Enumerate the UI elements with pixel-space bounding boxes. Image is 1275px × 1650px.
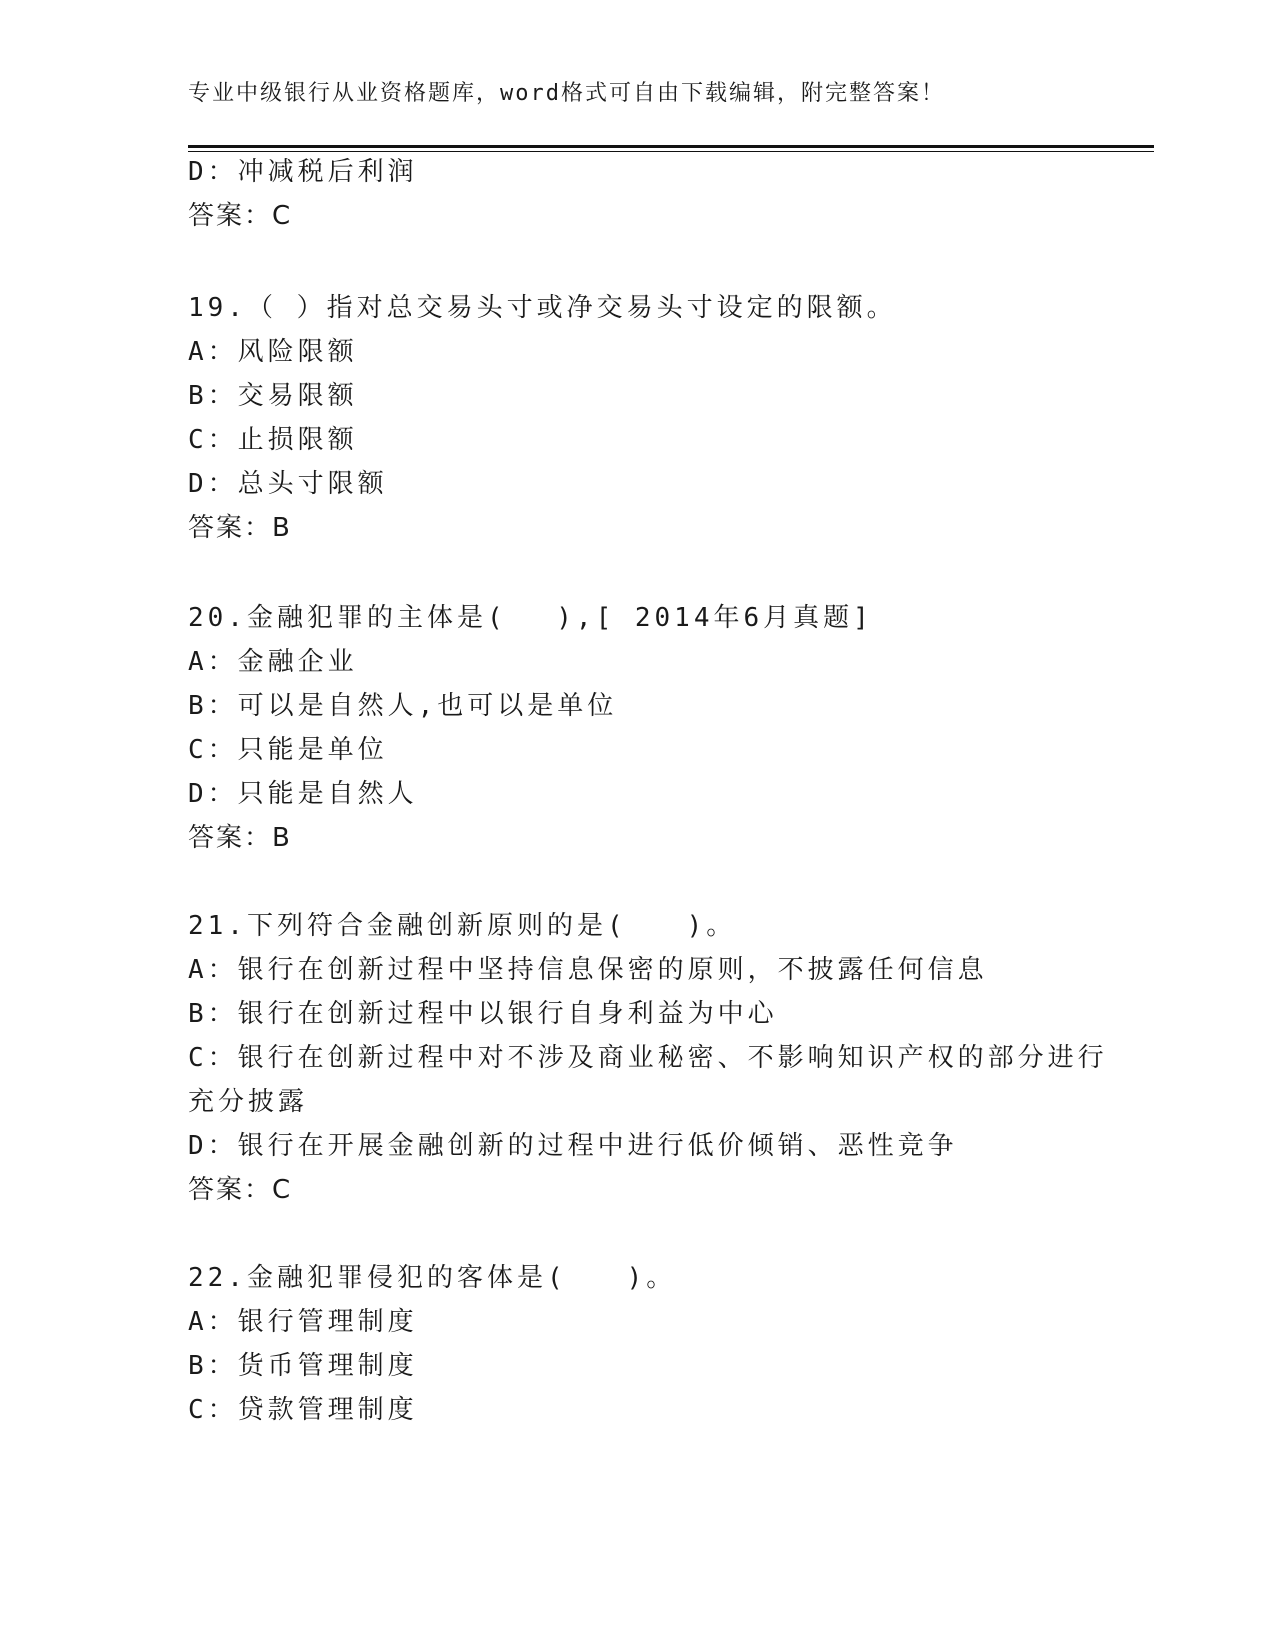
q19-answer: 答案：B <box>188 513 292 543</box>
q20-option-b: B：可以是自然人,也可以是单位 <box>188 691 618 721</box>
q22-option-b: B：货币管理制度 <box>188 1351 418 1381</box>
q19-option-d: D：总头寸限额 <box>188 469 388 499</box>
q22-option-a: A：银行管理制度 <box>188 1307 418 1337</box>
q21-option-c-continued: 充分披露 <box>188 1087 309 1117</box>
q21-option-b: B：银行在创新过程中以银行自身利益为中心 <box>188 999 778 1029</box>
q19-option-c: C：止损限额 <box>188 425 358 455</box>
q20-option-a: A：金融企业 <box>188 647 358 677</box>
header-rule-thin <box>188 151 1154 152</box>
q20-option-d: D：只能是自然人 <box>188 779 418 809</box>
q22-stem: 22.金融犯罪侵犯的客体是( )。 <box>188 1263 677 1293</box>
q20-option-c: C：只能是单位 <box>188 735 388 765</box>
q21-option-a: A：银行在创新过程中坚持信息保密的原则，不披露任何信息 <box>188 955 988 985</box>
q20-answer: 答案：B <box>188 823 292 853</box>
q18-answer: 答案：C <box>188 201 293 231</box>
q19-option-b: B：交易限额 <box>188 381 358 411</box>
q22-option-c: C：贷款管理制度 <box>188 1395 418 1425</box>
q21-option-c: C：银行在创新过程中对不涉及商业秘密、不影响知识产权的部分进行 <box>188 1043 1108 1073</box>
header-rule-thick <box>188 145 1154 148</box>
page-header: 专业中级银行从业资格题库，word格式可自由下载编辑，附完整答案！ <box>188 81 945 106</box>
q21-stem: 21.下列符合金融创新原则的是( )。 <box>188 911 737 941</box>
q21-answer: 答案：C <box>188 1175 293 1205</box>
q19-option-a: A：风险限额 <box>188 337 358 367</box>
q19-stem: 19.（ ）指对总交易头寸或净交易头寸设定的限额。 <box>188 293 897 323</box>
q18-option-d: D：冲减税后利润 <box>188 157 418 187</box>
q21-option-d: D：银行在开展金融创新的过程中进行低价倾销、恶性竞争 <box>188 1131 958 1161</box>
q20-stem: 20.金融犯罪的主体是( ),[ 2014年6月真题] <box>188 603 873 633</box>
